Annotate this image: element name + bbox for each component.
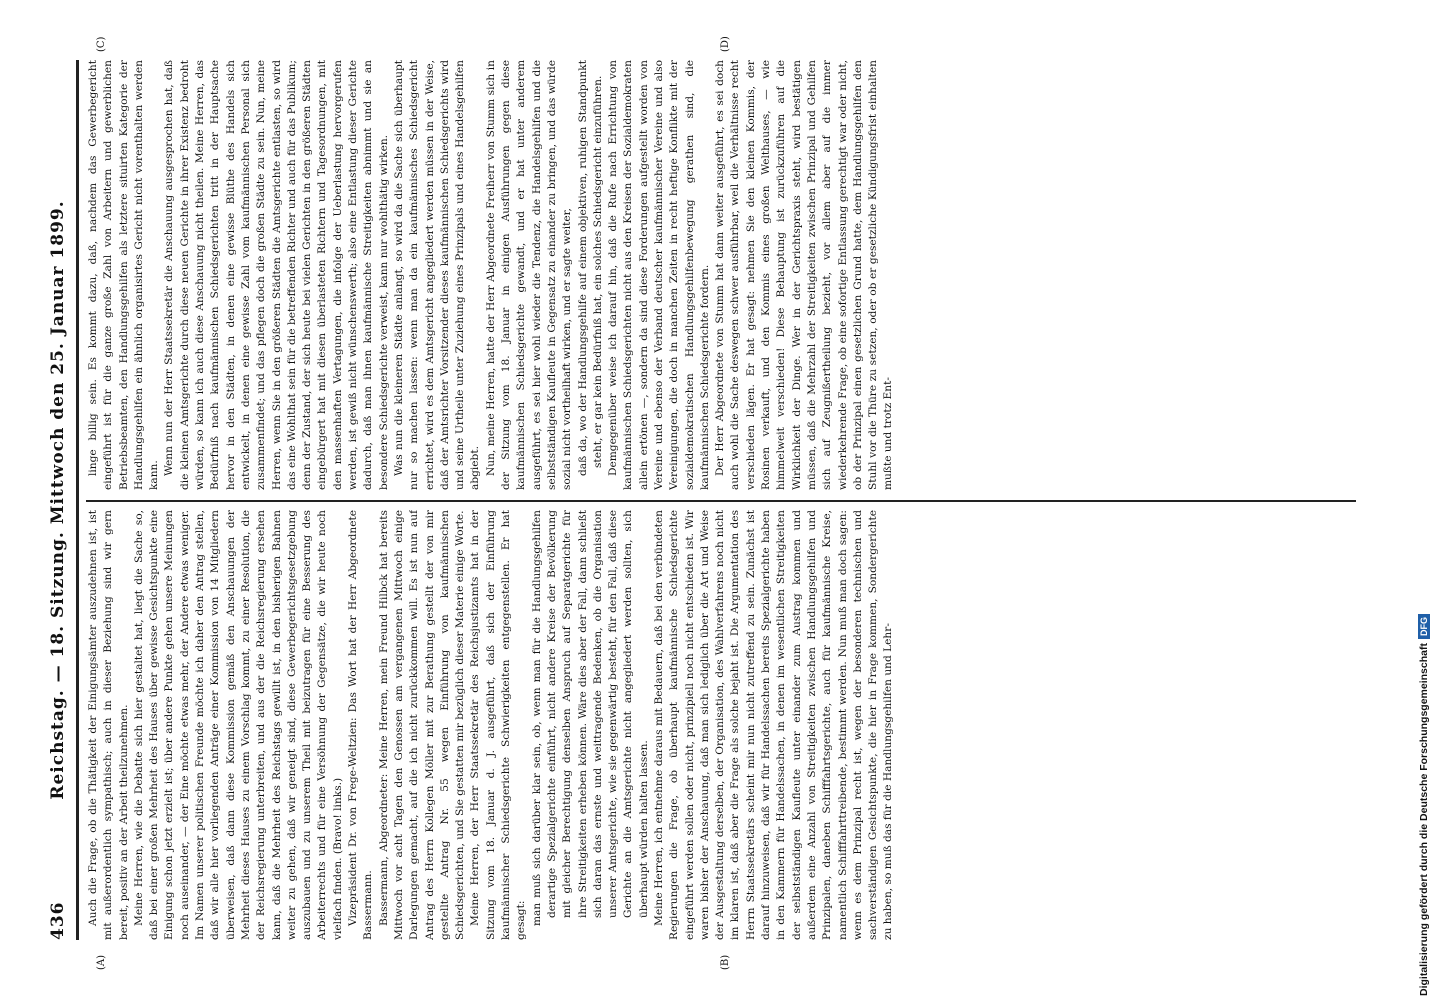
paragraph: Was nun die kleineren Städte anlangt, so wird da die Sache sich überhaupt nur so machen lassen: wenn man da ein kaufmännisches Schiedsgericht errichtet, wird es dem Amtsgericht angegliedert werden müssen in der Weise, daß der Amtsrichter Vorsitzender dieses kaufmännischen Schiedsgerichts wird und seine Urtheile unter Zuziehung eines Prinzipals und eines Handelsgehilfen abgiebt. — [392, 60, 482, 490]
page-header — [48, 60, 74, 940]
paragraph: Meine Herren, der Herr Staatssekretär des Reichsjustizamts hat in der Sitzung vom 18. Januar d. J. ausgeführt, daß sich der Einführung kaufmännischer Schiedsgerichte Schwierigkeiten entgegenstellen. Er hat gesagt: — [469, 510, 528, 940]
quotation: man muß sich darüber klar sein, ob, wenn man für die Handlungsgehilfen derartige Spezialgerichte einführt, nicht andere Kreise der Bevölkerung mit gleicher Berechtigung denselben Anspruch auf Separatgerichte für ihre Streitigkeiten erheben können. Wäre dies aber der Fall, dann schließt sich daran das ernste und weittragende Bedenken, ob die Organisation unserer Amtsgerichte, wie sie gegenwärtig besteht, für den Fall, daß diese Gerichte an die Amtsgerichte nicht angegliedert werden sollten, sich überhaupt würden halten lassen. — [530, 510, 650, 926]
dfg-logo: DFG — [1418, 614, 1430, 639]
paragraph: Nun, meine Herren, hatte der Herr Abgeordnete Freiherr von Stumm sich in der Sitzung vom 18. Januar in einigen Ausführungen gegen diese kaufmännischen Schiedsgerichte gewandt, und er hat unter anderem ausgeführt, es sei hier wohl wieder die Tendenz, die Handelsgehilfen und die selbstständigen Kaufleute in Gegensatz zu einander zu bringen, und das würde sozial nicht vortheilhaft wirken, und er sagte weiter, — [484, 60, 574, 490]
digitization-credit — [1418, 6, 1430, 996]
margin-mark-a: (A) — [96, 954, 107, 970]
quotation: daß da, wo der Handlungsgehilfe auf einem objektiven, ruhigen Standpunkt steht, er gar kein Bedürfniß hat, ein solches Schiedsgericht einzuführen. — [576, 60, 604, 476]
paragraph: Vizepräsident Dr. von Frege-Weltzien: Das Wort hat der Herr Abgeordnete Bassermann. — [347, 510, 375, 940]
left-column — [86, 510, 1356, 940]
right-column — [86, 60, 1356, 490]
page-number: 436 — [48, 901, 68, 940]
paragraph: Auch die Frage, ob die Thätigkeit der Einigungsämter auszudehnen ist, ist mit außerordentlich sympathisch; auch in dieser Beziehung sind wir gern bereit, positiv an der Arbeit theilzunehmen. — [87, 510, 130, 940]
column-divider — [86, 500, 1356, 502]
page-title: Reichstag. — 18. Sitzung. Mittwoch den 25. Januar 1899. — [48, 200, 68, 800]
paragraph: linge billig sein. Es kommt dazu, daß, nachdem das Gewerbegericht eingeführt ist für die ganze große Zahl von Arbeitern und gewerblichen Betriebsbeamten, den Handlungsgehilfen als letztere situirten Kategorie der Handlungsgehilfen ein ähnlich organisirtes Gericht nicht vorenthalten werden kann. — [87, 60, 161, 490]
margin-mark-c: (C) — [96, 36, 107, 52]
margin-mark-d: (D) — [720, 36, 731, 52]
paragraph: Der Herr Abgeordnete von Stumm hat dann weiter ausgeführt, es sei doch auch wohl die Sache deswegen schwer ausführbar, weil die Verhältnisse recht verschieden lägen. Er hat gesagt: nehmen Sie den kleinen Kommis, der Rosinen verkauft, und den Kommis eines großen Welthauses, — wie himmelweit verschieden! Diese Behauptung ist zurückzuführen auf die Wirklichkeit der Dinge. Wer in der Gerichtspraxis steht, wird bestätigen müssen, daß die Mehrzahl der Streitigkeiten zwischen Prinzipal und Gehilfen sich auf Zeugnißertheilung bezieht, vor allem aber auf die immer wiederkehrende Frage, ob eine sofortige Entlassung gerechtigt war oder nicht, ob der Prinzipal einen gesetzlichen Grund hatte, dem Handlungsgehilfen den Stuhl vor die Thüre zu setzen, oder ob er gesetzliche Kündigungsfrist einhalten mußte und trotz Ent- — [714, 60, 895, 490]
paragraph: Bassermann, Abgeordneter: Meine Herren, mein Freund Hilbck hat bereits Mittwoch vor acht Tagen den Genossen am vergangenen Mittwoch einige Darlegungen gemacht, auf die ich nicht zurückkommen will. Es ist nun auf Antrag des Herrn Kollegen Möller mit zur Berathung gestellt der von mir gestellte Antrag Nr. 55 wegen Einführung von kaufmännischen Schiedsgerichten, und Sie gestatten mir bezüglich dieser Materie einige Worte. — [377, 510, 467, 940]
paragraph: Wenn nun der Herr Staatssekretär die Anschauung ausgesprochen hat, daß die kleinen Amtsgerichte durch diese neuen Gerichte in ihrer Existenz bedroht würden, so kann ich auch diese Anschauung nicht theilen. Meine Herren, das Bedürfniß nach kaufmännischen Schiedsgerichten tritt in der Hauptsache hervor in den Städten, in denen eine gewisse Blüthe des Handels sich entwickelt, in denen eine gewisse Zahl vom kaufmännischen Personal sich zusammenfindet; und das pflegen doch die großen Städte zu sein. Nun, meine Herren, wenn Sie in den größeren Städten die Amtsgerichte entlasten, so wird das eine Wohlthat sein für die betreffenden Richter und auch für das Publikum; denn der Zustand, der sich heute bei vielen Gerichten in den größeren Städten eingebürgert hat mit diesen überlasteten Richtern und Tagesordnungen, mit den massenhaften Vertagungen, die infolge der Ueberlastung hervorgerufen werden, ist gewiß nicht wünschenswerth; also eine Entlastung dieser Gerichte dadurch, daß man ihnen kaufmännische Streitigkeiten abnimmt und sie an besondere Schiedsgerichte verweist, kann nur wohlthätig wirken. — [163, 60, 390, 490]
header-rule — [76, 60, 79, 940]
margin-mark-b: (B) — [720, 954, 731, 970]
credit-text: Digitalisierung gefördert durch die Deutsche Forschungsgemeinschaft — [1418, 643, 1430, 996]
paragraph: Meine Herren, ich entnehme daraus mit Bedauern, daß bei den verbündeten Regierungen die Frage, ob überhaupt kaufmännische Schiedsgerichte eingeführt werden sollen oder nicht, prinzipiell noch nicht entschieden ist. Wir waren bisher der Anschauung, daß man sich lediglich über die Art und Weise der Ausgestaltung derselben, der Organisation, des Wahlverfahrens noch nicht im klaren ist, daß aber die Frage als solche bejaht ist. Die Argumentation des Herrn Staatssekretärs scheint mir nun nicht zutreffend zu sein. Zunächst ist darauf hinzuweisen, daß wir für Handelssachen bereits Spezialgerichte haben in den Kammern für Handelssachen, in denen im wesentlichen Streitigkeiten der selbstständigen Kaufleute unter einander zum Austrag kommen und außerdem eine Anzahl von Streitigkeiten zwischen Handlungsgehilfen und Prinzipalen, daneben Schifffahrtsgerichte, auch für kaufmännische Kreise, namentlich Schifffahrttreibende, bestimmt werden. Nun muß man doch sagen: wenn es dem Prinzipal recht ist, wegen der besonderen technischen und sachverständigen Gesichtspunkte, die hier in Frage kommen, Sondergerichte zu haben, so muß das für die Handlungsgehilfen und Lehr- — [652, 510, 895, 940]
paragraph: Meine Herren, wie die Debatte sich hier gestaltet hat, liegt die Sache so, daß bei einer großen Mehrheit des Hauses über gewisse Gesichtspunkte eine Einigung schon jetzt erzielt ist; über andere Punkte gehen unsere Meinungen noch auseinander, — der Eine möchte etwas mehr, der Andere etwas weniger. Im Namen unserer politischen Freunde möchte ich daher den Antrag stellen, daß wir alle hier vorliegenden Anträge einer Kommission von 14 Mitgliedern überweisen, daß dann diese Kommission gemäß den Anschauungen der Mehrheit dieses Hauses zu einem Vorschlag kommt, zu einer Resolution, die der Reichsregierung unterbreiten, und aus der die Reichsregierung ersehen kann, daß die Mehrheit des Reichstags gewillt ist, in den bisherigen Bahnen weiter zu gehen, daß wir geneigt sind, diese Gewerbegerichtsgesetzgebung auszubauen und zu unserem Theil mit beizutragen für eine Besserung des Arbeiterrechts und für eine Versöhnung der Gegensätze, die wir heute noch vielfach finden. (Bravo! links.) — [132, 510, 344, 940]
paragraph: Demgegenüber weise ich darauf hin, daß die Rufe nach Errichtung von kaufmännischen Schiedsgerichten nicht aus den Kreisen der Sozialdemokraten allein ertönen —, sondern da sind diese Forderungen aufgestellt worden von Vereine und ebenso der Verband deutscher kaufmännischer Vereine und also Vereinigungen, die doch in manchen Zeiten in recht heftige Konflikte mit der sozialdemokratischen Handlungsgehilfenbewegung gerathen sind, die kaufmännischen Schiedsgerichte fordern. — [607, 60, 711, 490]
